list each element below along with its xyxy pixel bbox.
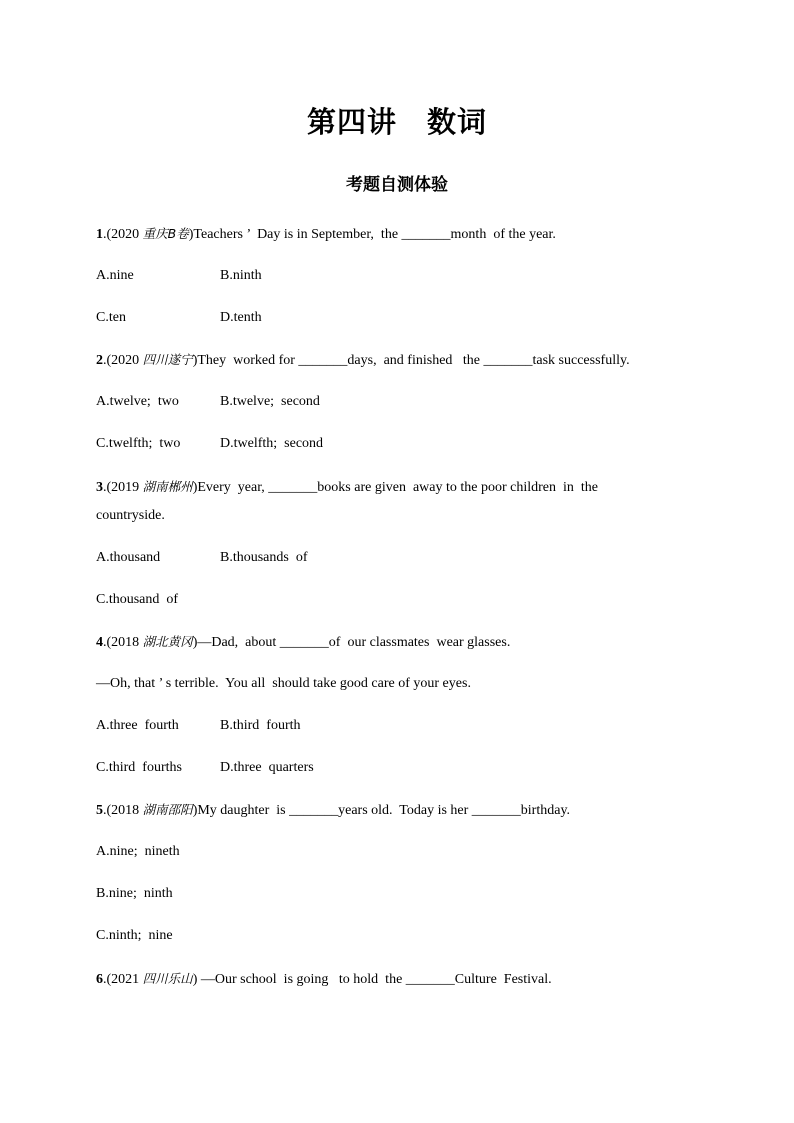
question-year: .(2018 — [103, 803, 143, 818]
question-3 — [96, 477, 598, 498]
question-text: )My daughter is _______years old. Today is her _______birthday. — [192, 803, 571, 818]
option-a: A.nine; nineth — [96, 844, 180, 859]
question-text: )—Dad, about _______of our classmates wear glasses. — [192, 635, 511, 650]
question-number: 5 — [96, 803, 103, 818]
question-source: 重庆B卷 — [142, 226, 189, 241]
option-c: C.ten — [96, 310, 126, 325]
question-text: )They worked for _______days, and finished the _______task successfully. — [192, 353, 630, 368]
question-number: 3 — [96, 480, 103, 495]
question-source: 湖南郴州 — [142, 479, 193, 494]
question-5 — [96, 800, 570, 821]
question-source: 四川乐山 — [142, 971, 193, 986]
question-4 — [96, 632, 510, 653]
option-a: A.nine — [96, 268, 134, 283]
question-1 — [96, 224, 556, 245]
question-year: .(2020 — [103, 227, 143, 242]
option-d: D.twelfth; second — [220, 436, 324, 451]
option-a: A.thousand — [96, 550, 161, 565]
section-subtitle: 考题自测体验 — [346, 175, 448, 195]
question-number: 1 — [96, 227, 103, 242]
option-c: C.twelfth; two — [96, 436, 181, 451]
option-b: B.thousands of — [220, 550, 308, 565]
question-source: 四川遂宁 — [142, 352, 193, 367]
question-text-continued: countryside. — [96, 508, 165, 523]
option-b: B.ninth — [220, 268, 262, 283]
option-c: C.thousand of — [96, 592, 179, 607]
question-year: .(2019 — [103, 480, 143, 495]
option-a: A.twelve; two — [96, 394, 179, 409]
question-text: ) —Our school is going to hold the _______Culture Festival. — [192, 972, 552, 987]
question-year: .(2020 — [103, 353, 143, 368]
question-year: .(2018 — [103, 635, 143, 650]
option-a: A.three fourth — [96, 718, 179, 733]
question-year: .(2021 — [103, 972, 143, 987]
question-6 — [96, 969, 552, 990]
question-2 — [96, 350, 630, 371]
question-source: 湖南邵阳 — [142, 802, 193, 817]
option-b: B.third fourth — [220, 718, 301, 733]
option-b: B.twelve; second — [220, 394, 320, 409]
question-text: )Teachers ’ Day is in September, the _______month of the year. — [188, 227, 556, 242]
question-source: 湖北黄冈 — [142, 634, 193, 649]
question-number: 4 — [96, 635, 103, 650]
option-c: C.third fourths — [96, 760, 182, 775]
option-d: D.tenth — [220, 310, 262, 325]
question-number: 2 — [96, 353, 103, 368]
page-title: 第四讲 数词 — [306, 105, 487, 139]
question-number: 6 — [96, 972, 103, 987]
option-d: D.three quarters — [220, 760, 314, 775]
question-text: )Every year, _______books are given away to the poor children in the — [192, 480, 599, 495]
option-c: C.ninth; nine — [96, 928, 173, 943]
question-reply: —Oh, that ’ s terrible. You all should take good care of your eyes. — [96, 676, 471, 691]
option-b: B.nine; ninth — [96, 886, 173, 901]
